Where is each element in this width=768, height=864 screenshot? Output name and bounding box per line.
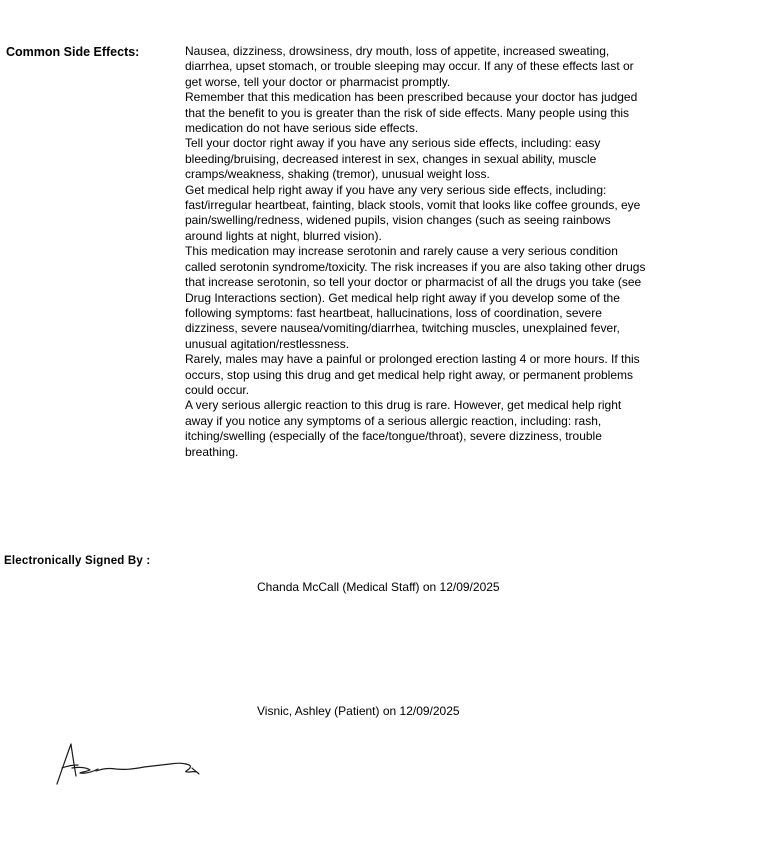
side-effects-paragraph: A very serious allergic reaction to this drug is rare. However, get medical help right away if you notice any symptoms of a serious allergic reaction, including: rash, itching/swelling (especially of the face/tongue/throat), severe dizziness, trouble breathing.: [185, 398, 622, 459]
side-effects-paragraph: Get medical help right away if you have any very serious side effects, including: fast/irregular heartbeat, fainting, black stools, vomit that looks like coffee grounds, eye pain/swelling/redness, widened pupils, vision changes (such as seeing rainbows around lights at night, blurred vision).: [185, 182, 641, 243]
side-effects-paragraph: Rarely, males may have a painful or prolonged erection lasting 4 or more hours. If this occurs, stop using this drug and get medical help right away, or permanent problems could occur.: [185, 352, 640, 397]
side-effects-paragraph: Tell your doctor right away if you have any serious side effects, including: easy bleeding/bruising, decreased interest in sex, changes in sexual ability, muscle cramps/weakness, shaking (tremor), unusual weight loss.: [185, 136, 601, 182]
side-effects-label: Common Side Effects:: [6, 45, 140, 59]
side-effects-paragraph: Nausea, dizziness, drowsiness, dry mouth, loss of appetite, increased sweating, diarrhea, upset stomach, or trouble sleeping may occur. If any of these effects last or get worse, tell your doctor or pharmacist promptly.: [185, 44, 634, 89]
patient-signature-line: Visnic, Ashley (Patient) on 12/09/2025: [257, 704, 460, 718]
side-effects-text: [185, 44, 647, 460]
side-effects-paragraph: Remember that this medication has been prescribed because your doctor has judged that the benefit to you is greater than the risk of side effects. Many people using this medication do not have serious side effects.: [185, 90, 638, 136]
handwritten-signature: [52, 738, 208, 790]
side-effects-paragraph: This medication may increase serotonin and rarely cause a very serious condition called serotonin syndrome/toxicity. The risk increases if you are also taking other drugs that increase serotonin, so tell your doctor or pharmacist of all the drugs you take (see Drug Interactions section). Get medical help right away if you develop some of the following symptoms: fast heartbeat, hallucinations, loss of coordination, severe dizziness, severe nausea/vomiting/diarrhea, twitching muscles, unexplained fever, unusual agitation/restlessness.: [185, 244, 646, 351]
electronically-signed-label: Electronically Signed By :: [4, 555, 151, 567]
staff-signature-line: Chanda McCall (Medical Staff) on 12/09/2025: [257, 580, 500, 594]
